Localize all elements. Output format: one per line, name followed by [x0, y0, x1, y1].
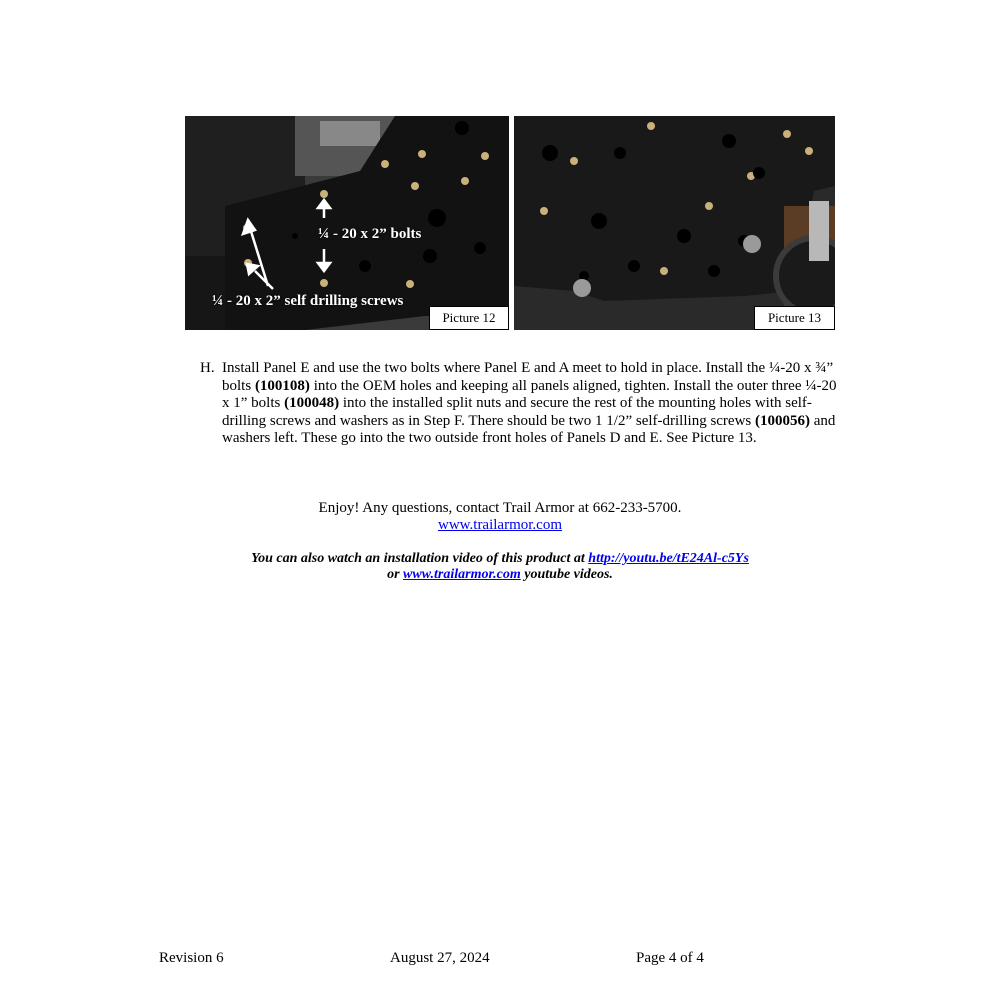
step-text: into the OEM holes and keeping all panels aligned, tighten. Install the outer three ¼-20 x 1” bolts — [222, 377, 837, 412]
step-text: into the installed split nuts and secure the rest of the mounting holes with self-drilling screws and washers as in Step F. There should be two 1 1/2” self-drilling screws — [222, 395, 812, 429]
step-text: and washers left. These go into the two outside front holes of Panels D and E. See Picture 13. — [222, 412, 836, 447]
footer-revision: Revision 6 — [159, 950, 224, 966]
video-line-2 — [0, 567, 1000, 583]
step-h-paragraph — [200, 360, 840, 448]
picture-12-photo — [185, 116, 509, 330]
panel-install-photo-13 — [514, 116, 835, 330]
picture-12-caption: Picture 12 — [429, 306, 509, 330]
contact-line: Enjoy! Any questions, contact Trail Armor at 662-233-5700. — [318, 500, 682, 516]
picture-13-caption: Picture 13 — [754, 306, 835, 330]
video-line — [0, 551, 1000, 567]
website-link[interactable]: www.trailarmor.com — [438, 517, 562, 533]
step-text: Install Panel E and use the two bolts where Panel E and A meet to hold in place. Install the ¼-20 x ¾” bolts — [222, 360, 834, 394]
part-number-100108: (100108) — [254, 377, 310, 394]
screws-callout-label: ¼ - 20 x 2” self drilling screws — [212, 293, 404, 309]
bolts-callout-label: ¼ - 20 x 2” bolts — [318, 226, 422, 242]
video-suffix: youtube videos. — [520, 567, 613, 582]
website-line — [0, 517, 1000, 534]
part-number-100048: (100048) — [284, 395, 340, 412]
website-link-youtube[interactable]: www.trailarmor.com — [403, 567, 521, 582]
footer-page-number: Page 4 of 4 — [636, 950, 704, 966]
step-letter: H. — [200, 360, 215, 376]
video-or: or — [387, 567, 404, 582]
video-link[interactable]: http://youtu.be/tE24Al-c5Ys — [588, 551, 749, 566]
video-prefix: You can also watch an installation video of this product at — [251, 551, 589, 566]
step-h-body — [222, 360, 840, 448]
part-number-100056: (100056) — [755, 412, 811, 429]
picture-13-photo — [514, 116, 835, 330]
footer-date: August 27, 2024 — [390, 950, 490, 966]
